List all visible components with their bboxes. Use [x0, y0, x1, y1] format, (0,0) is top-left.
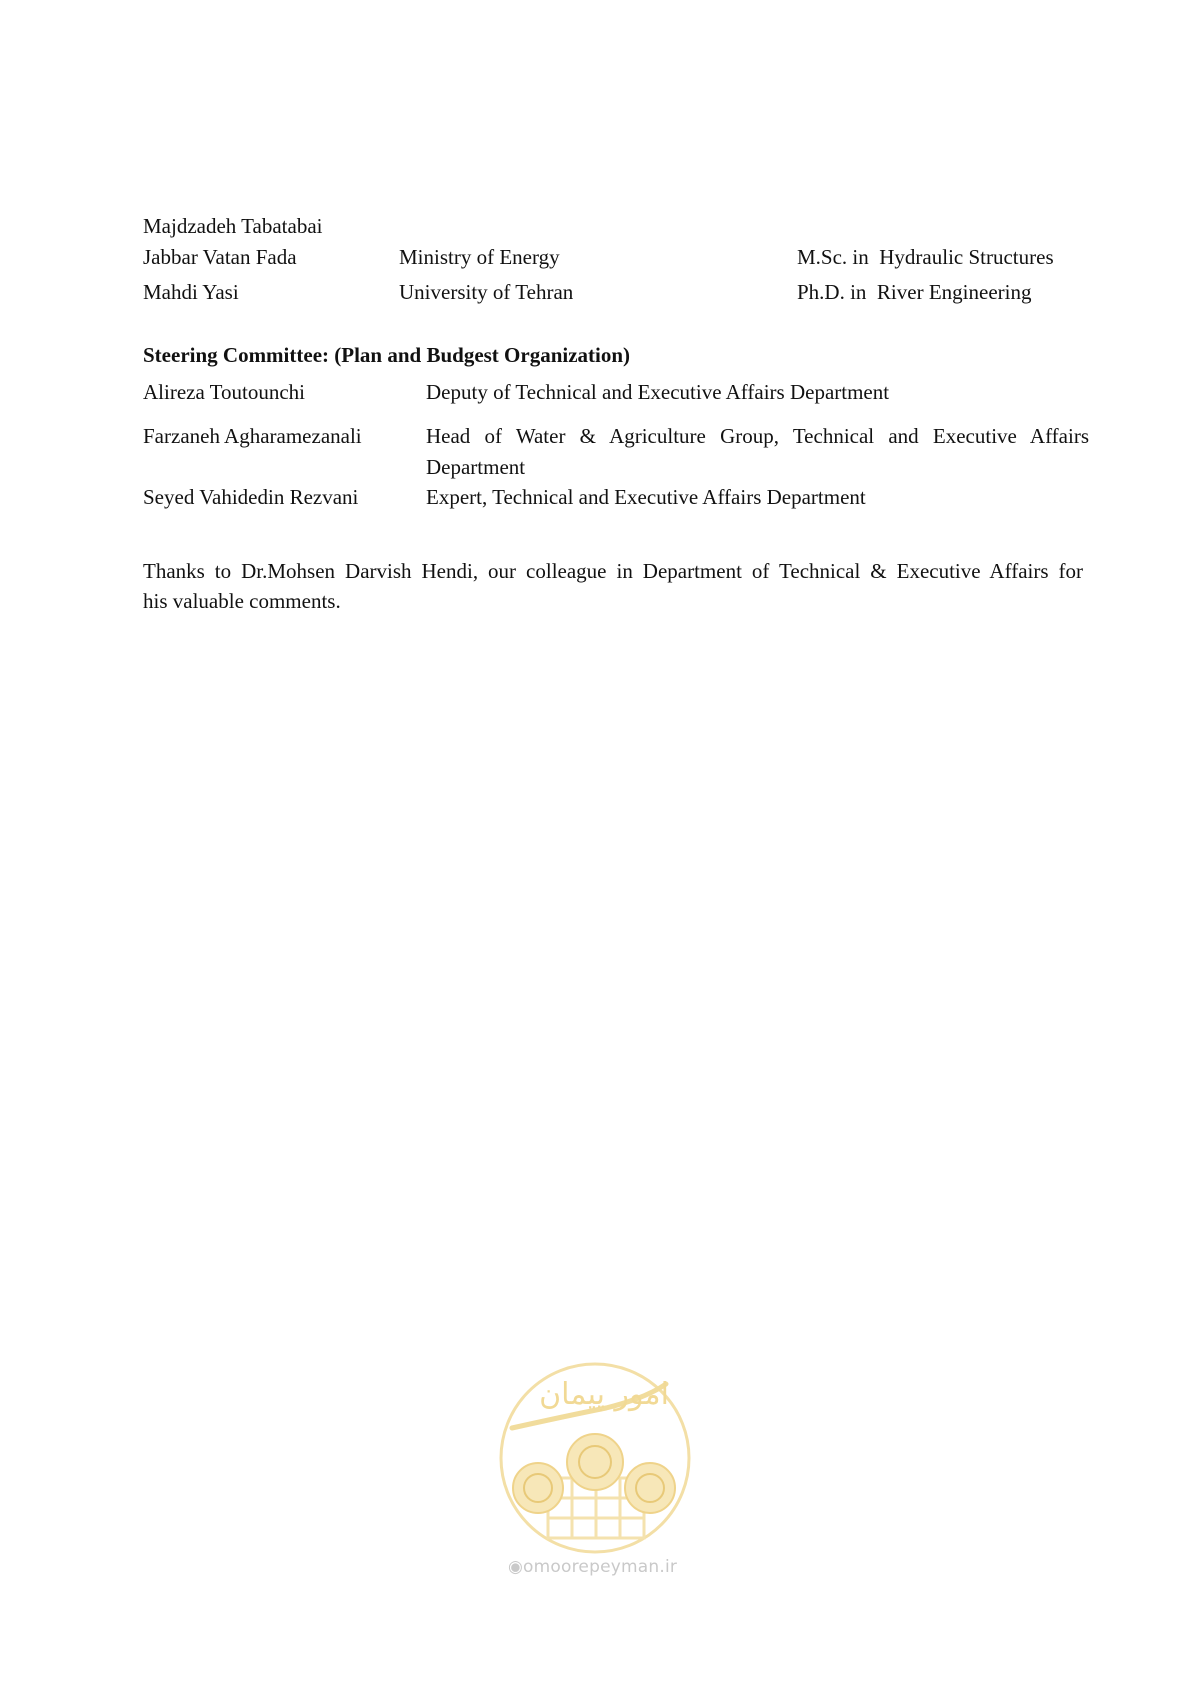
steering-member-name: Alireza Toutounchi — [143, 380, 306, 404]
member-name: Majdzadeh Tabatabai — [143, 214, 323, 238]
globe-icon: ◉ — [508, 1557, 524, 1577]
member-degree: Ph.D. in River Engineering — [797, 280, 1032, 304]
steering-member-role: Deputy of Technical and Executive Affairs Department — [426, 380, 890, 404]
member-name: Jabbar Vatan Fada — [143, 245, 297, 269]
watermark-logo-text: امور پیمان — [539, 1377, 669, 1412]
steering-committee-heading: Steering Committee: (Plan and Budgest Organization) — [143, 343, 631, 367]
watermark-url: ◉omoorepeyman.ir — [508, 1557, 678, 1577]
steering-member-name: Farzaneh Agharamezanali — [143, 424, 362, 448]
thanks-paragraph-end: his valuable comments. — [143, 589, 341, 613]
member-organization: University of Tehran — [399, 280, 574, 304]
steering-member-role: Expert, Technical and Executive Affairs Department — [426, 485, 866, 509]
member-organization: Ministry of Energy — [399, 245, 560, 269]
thanks-paragraph: Thanks to Dr.Mohsen Darvish Hendi, our colleague in Department of Technical & Executive Affairs for — [143, 559, 1083, 583]
steering-member-role-continued: Department — [426, 455, 526, 479]
member-name: Mahdi Yasi — [143, 280, 239, 304]
steering-member-name: Seyed Vahidedin Rezvani — [143, 485, 359, 509]
steering-member-role: Head of Water & Agriculture Group, Technical and Executive Affairs — [426, 424, 1089, 448]
member-degree: M.Sc. in Hydraulic Structures — [797, 245, 1054, 269]
